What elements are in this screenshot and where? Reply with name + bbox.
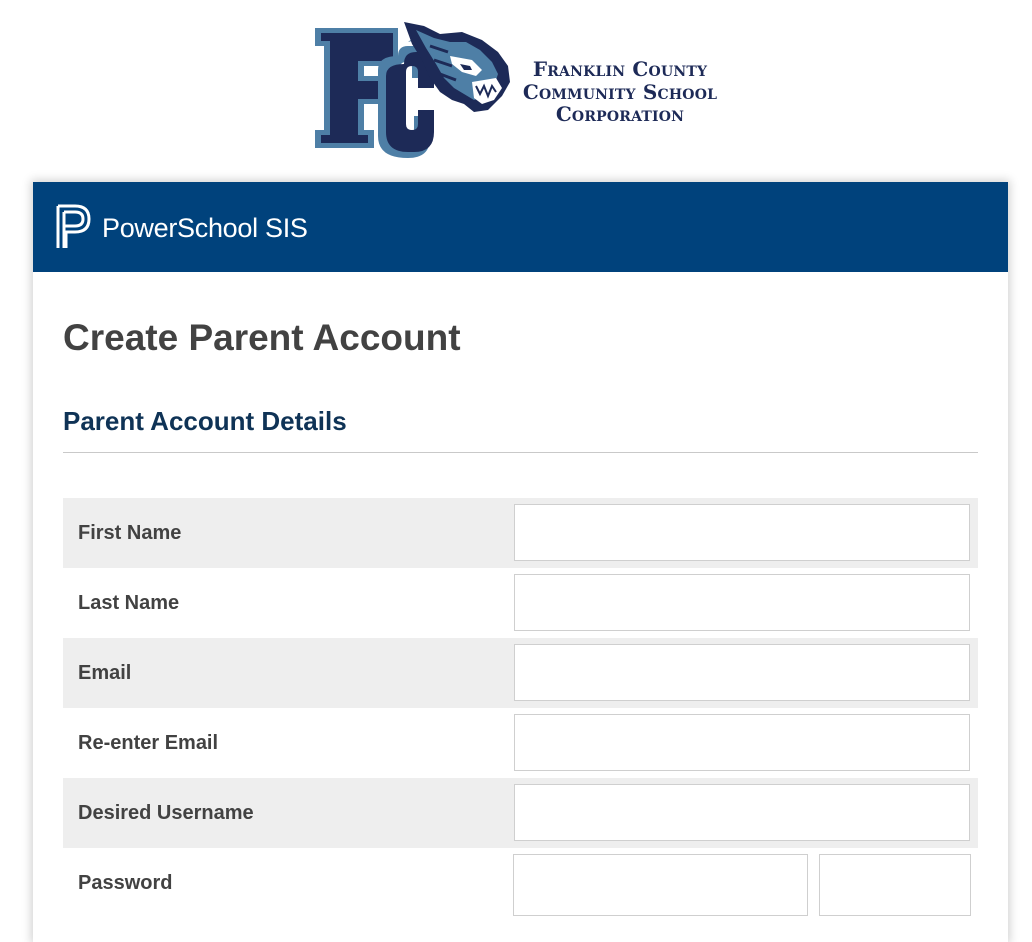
district-name-line: Corporation	[555, 102, 685, 126]
email-label: Email	[78, 662, 132, 684]
reenter-email-row	[63, 708, 978, 778]
section-divider	[63, 452, 978, 453]
district-name	[508, 58, 732, 126]
last-name-row	[63, 568, 978, 638]
powerschool-p-icon	[55, 204, 93, 250]
email-row	[63, 638, 978, 708]
first-name-label: First Name	[78, 522, 182, 544]
desired-username-input[interactable]	[514, 784, 970, 841]
first-name-input[interactable]	[514, 504, 970, 561]
powerschool-header	[33, 182, 1008, 272]
section-title: Parent Account Details	[63, 406, 347, 436]
last-name-input[interactable]	[514, 574, 970, 631]
district-header	[0, 0, 1032, 182]
brand-title: PowerSchool SIS	[102, 213, 308, 243]
first-name-row	[63, 498, 978, 568]
desired-username-label: Desired Username	[78, 802, 254, 824]
password-row	[63, 848, 978, 918]
parent-account-form	[63, 498, 978, 918]
district-logo	[312, 16, 732, 162]
page-title: Create Parent Account	[63, 317, 461, 358]
account-card	[33, 182, 1008, 942]
reenter-email-label: Re-enter Email	[78, 732, 219, 754]
last-name-label: Last Name	[78, 592, 180, 614]
password-label: Password	[78, 872, 173, 894]
password-strength-box	[819, 854, 971, 916]
email-input[interactable]	[514, 644, 970, 701]
reenter-email-input[interactable]	[514, 714, 970, 771]
district-name-line: Franklin County	[532, 57, 708, 81]
wildcat-fc-logo-icon	[312, 16, 512, 162]
password-input[interactable]	[513, 854, 808, 916]
desired-username-row	[63, 778, 978, 848]
district-name-line: Community School	[522, 79, 718, 104]
